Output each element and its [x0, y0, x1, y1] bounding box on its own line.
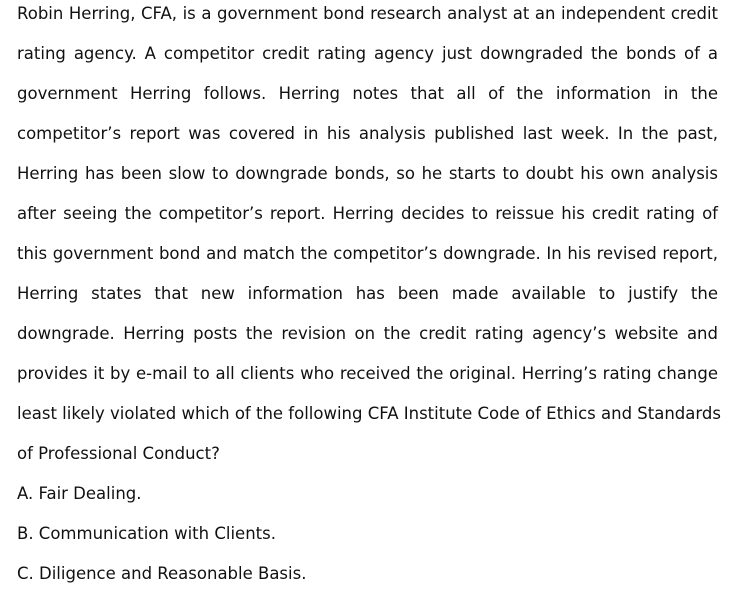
question-line: competitor’s report was covered in his analysis published last week. In the past, — [17, 124, 718, 143]
question-line: rating agency. A competitor credit rating agency just downgraded the bonds of a — [17, 44, 718, 63]
answer-options — [17, 480, 718, 600]
question-line: least likely violated which of the following CFA Institute Code of Ethics and Standards — [17, 404, 721, 423]
question-paragraph — [17, 0, 721, 480]
option-b: B. Communication with Clients. — [17, 524, 276, 543]
question-line: Robin Herring, CFA, is a government bond research analyst at an independent credit — [17, 4, 718, 23]
question-line: downgrade. Herring posts the revision on the credit rating agency’s website and — [17, 324, 718, 343]
option-c: C. Diligence and Reasonable Basis. — [17, 564, 307, 583]
question-line: Herring has been slow to downgrade bonds, so he starts to doubt his own analysis — [17, 164, 718, 183]
question-line: this government bond and match the competitor’s downgrade. In his revised report, — [17, 244, 718, 263]
question-line: provides it by e-mail to all clients who received the original. Herring’s rating change — [17, 364, 718, 383]
document-body — [17, 0, 721, 600]
question-line: after seeing the competitor’s report. Herring decides to reissue his credit rating of — [17, 204, 718, 223]
question-line: Herring states that new information has been made available to justify the — [17, 284, 718, 303]
option-a: A. Fair Dealing. — [17, 484, 142, 503]
question-line: of Professional Conduct? — [17, 444, 220, 463]
question-line: government Herring follows. Herring notes that all of the information in the — [17, 84, 718, 103]
